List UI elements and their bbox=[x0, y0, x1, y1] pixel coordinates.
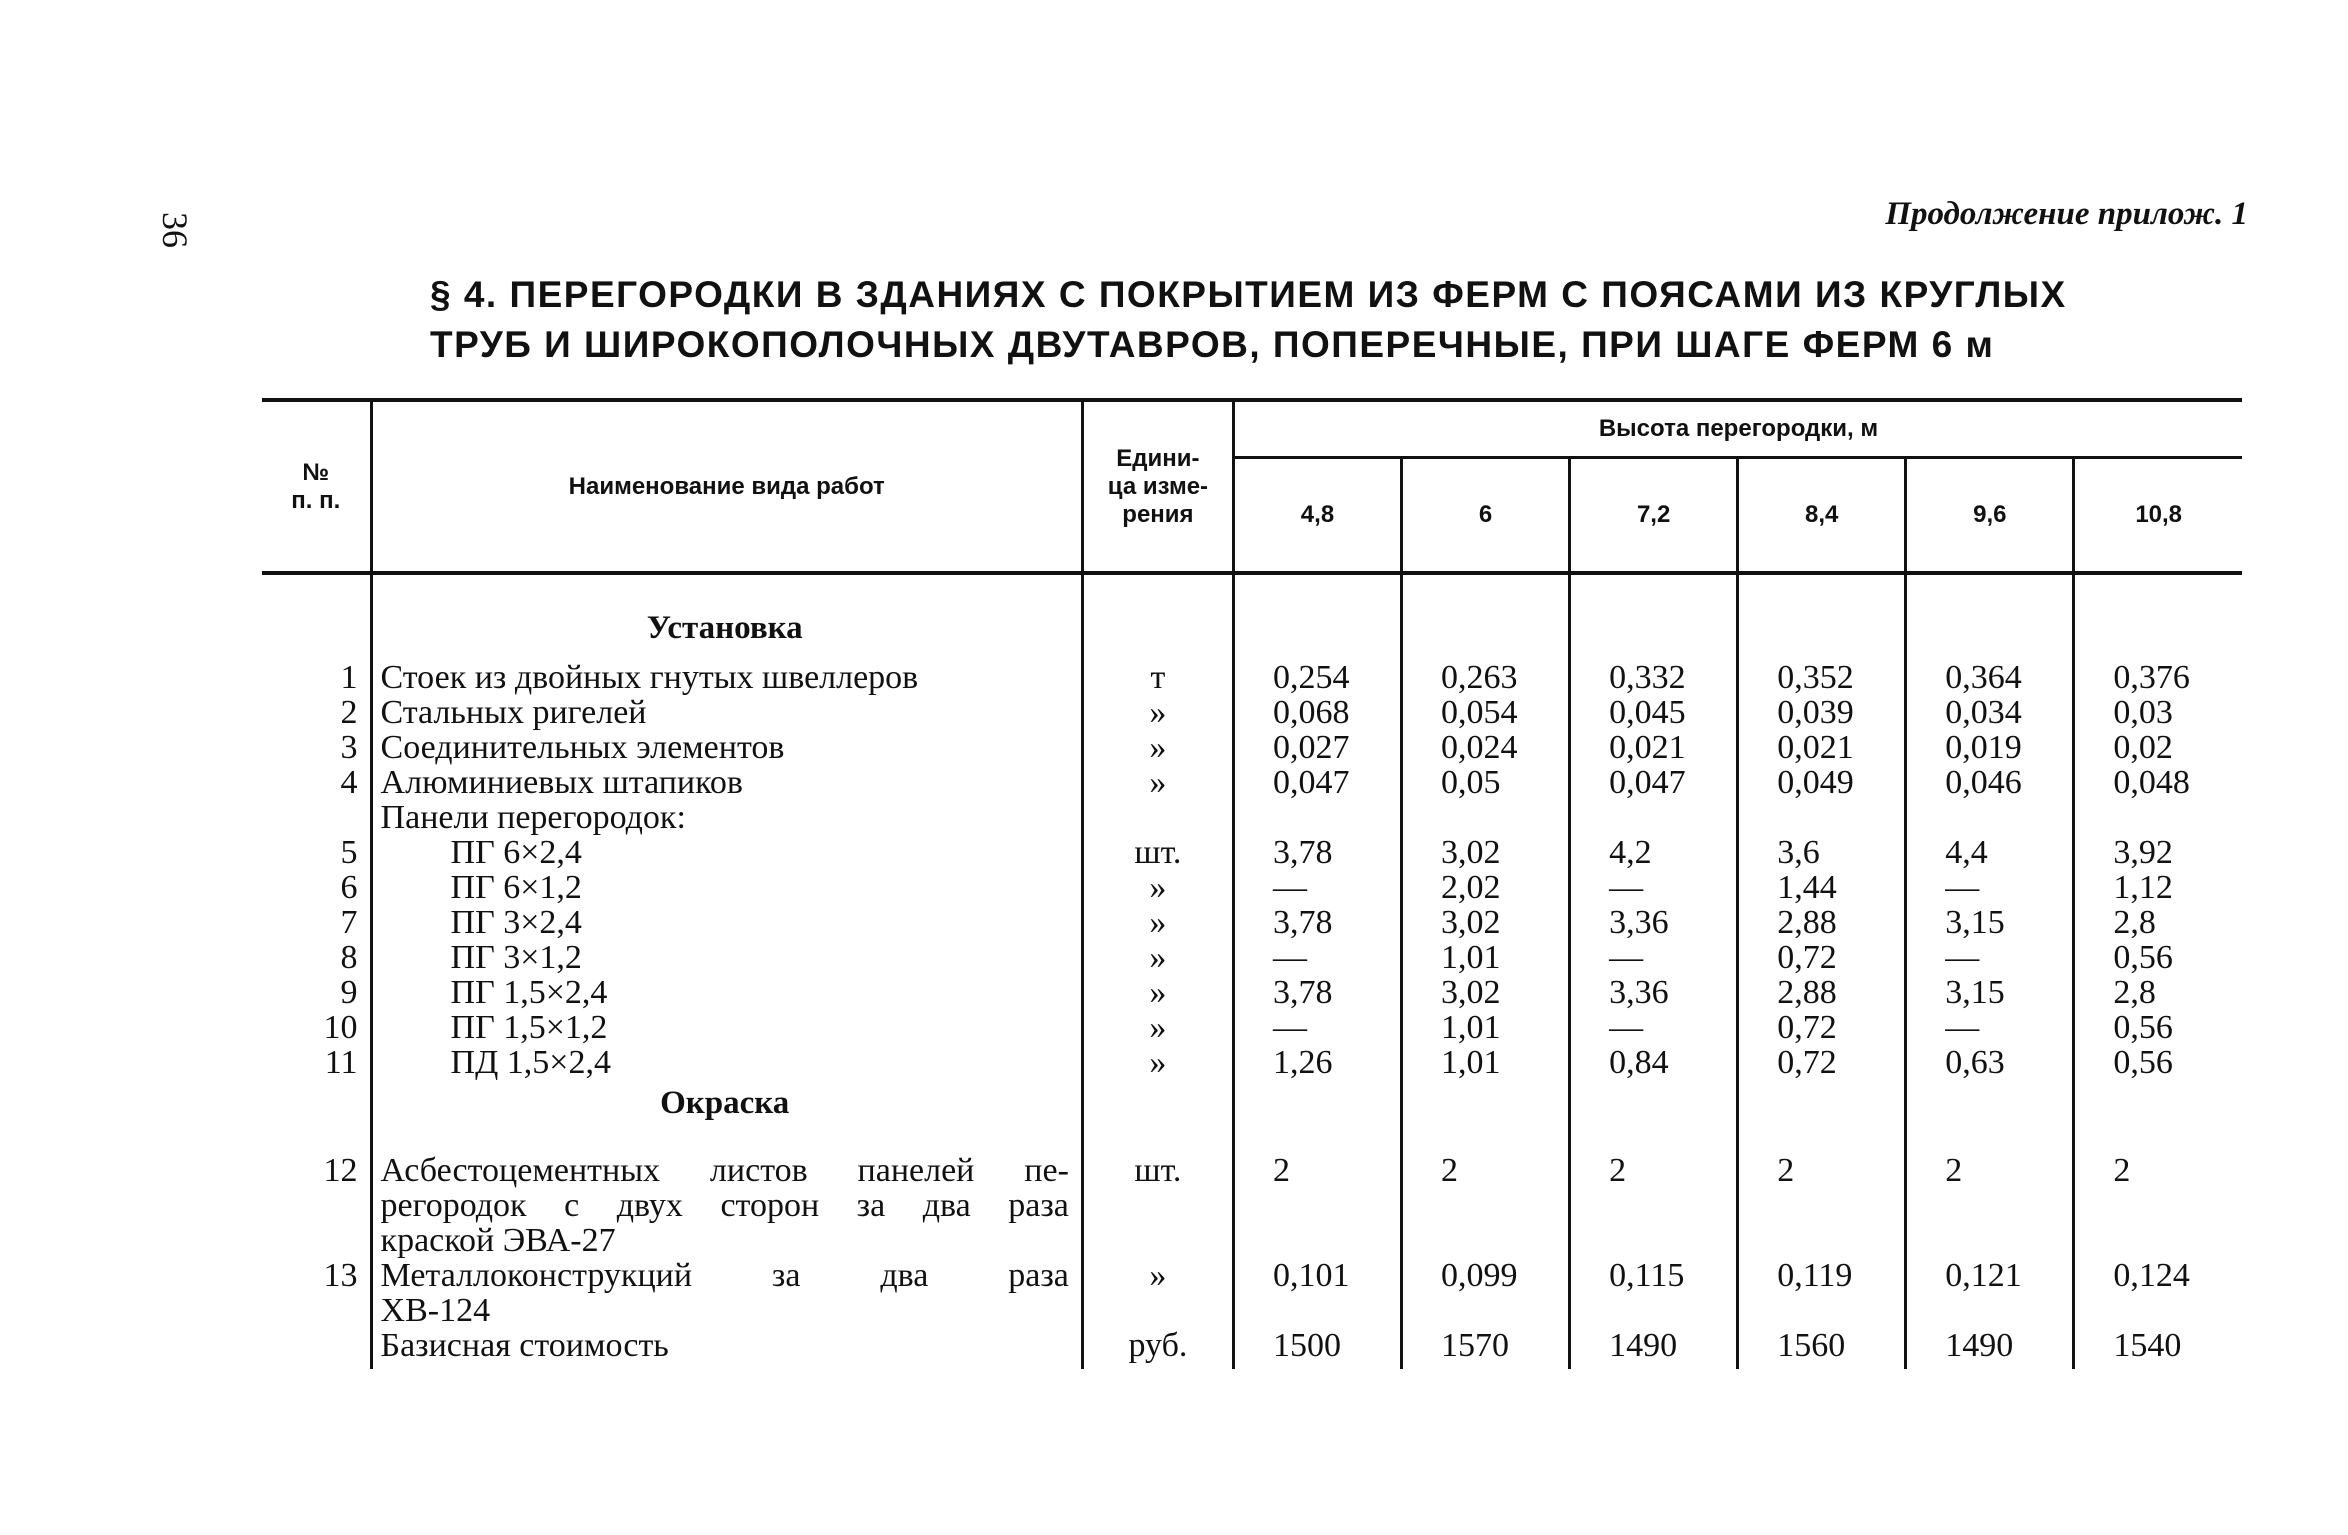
work-name: Соединительных элементов bbox=[371, 730, 1082, 765]
value-cell: 3,36 bbox=[1570, 975, 1738, 1010]
row-number: 4 bbox=[340, 764, 358, 801]
col-header-num-line-1: № bbox=[302, 458, 330, 486]
value-cell: — bbox=[1906, 1010, 2074, 1045]
panels-label: Панели перегородок: bbox=[371, 800, 1082, 835]
section-row-paint bbox=[262, 1080, 2242, 1135]
value-cell: 2,8 bbox=[2074, 905, 2242, 940]
table-row bbox=[262, 905, 2242, 940]
value-cell: 0,56 bbox=[2074, 1010, 2242, 1045]
table-row bbox=[262, 765, 2242, 800]
col-group-height-label: Высота перегородки, м bbox=[1598, 415, 1879, 442]
value-cell: 0,047 bbox=[1233, 765, 1401, 800]
value-cell: 2 bbox=[1906, 1135, 2074, 1258]
value-cell: 0,049 bbox=[1738, 765, 1906, 800]
value-cell: 0,03 bbox=[2074, 695, 2242, 730]
unit-cell: » bbox=[1082, 940, 1233, 975]
value-cell: 1560 bbox=[1738, 1328, 1906, 1369]
value-cell: — bbox=[1570, 940, 1738, 975]
row-number: 9 bbox=[340, 974, 358, 1011]
table-row bbox=[262, 800, 2242, 835]
value-cell: — bbox=[1233, 940, 1401, 975]
col-header-unit-line-3: рения bbox=[1122, 500, 1194, 528]
col-header-height: 10,8 bbox=[2074, 458, 2242, 574]
unit-cell: » bbox=[1082, 1010, 1233, 1045]
title-line-2: ТРУБ И ШИРОКОПОЛОЧНЫХ ДВУТАВРОВ, ПОПЕРЕЧНЫЕ, ПРИ ШАГЕ ФЕРМ 6 м bbox=[430, 324, 1995, 365]
work-name-line: краской ЭВА-27 bbox=[380, 1222, 616, 1259]
value-cell: 0,019 bbox=[1906, 730, 2074, 765]
value-cell: 0,115 bbox=[1570, 1258, 1738, 1328]
value-cell: 0,099 bbox=[1402, 1258, 1570, 1328]
title-line-1: § 4. ПЕРЕГОРОДКИ В ЗДАНИЯХ С ПОКРЫТИЕМ ИЗ ФЕРМ С ПОЯСАМИ ИЗ КРУГЛЫХ bbox=[430, 274, 2067, 315]
col-header-unit-line-1: Едини- bbox=[1116, 444, 1200, 472]
value-cell: 0,376 bbox=[2074, 660, 2242, 695]
value-cell: 0,048 bbox=[2074, 765, 2242, 800]
row-number: 2 bbox=[340, 694, 358, 731]
row-number: 3 bbox=[340, 729, 358, 766]
value-cell: 0,72 bbox=[1738, 940, 1906, 975]
value-cell: 2 bbox=[1402, 1135, 1570, 1258]
table-header bbox=[262, 400, 2242, 573]
unit-cell: » bbox=[1082, 975, 1233, 1010]
table-row bbox=[262, 1010, 2242, 1045]
unit-cell: » bbox=[1082, 905, 1233, 940]
col-header-name bbox=[371, 400, 1082, 573]
value-cell: 0,046 bbox=[1906, 765, 2074, 800]
value-cell: 3,78 bbox=[1233, 835, 1401, 870]
value-cell: 0,021 bbox=[1738, 730, 1906, 765]
value-cell: 0,352 bbox=[1738, 660, 1906, 695]
unit-cell: » bbox=[1082, 765, 1233, 800]
work-name-line: Асбестоцементных листов панелей пе- bbox=[380, 1152, 1069, 1189]
value-cell: 0,121 bbox=[1906, 1258, 2074, 1328]
value-cell: — bbox=[1570, 1010, 1738, 1045]
value-cell: — bbox=[1906, 870, 2074, 905]
work-name-line: ХВ-124 bbox=[380, 1292, 491, 1329]
section-row-install bbox=[262, 605, 2242, 660]
value-cell: 4,2 bbox=[1570, 835, 1738, 870]
unit-cell: » bbox=[1082, 695, 1233, 730]
section-heading: Установка bbox=[371, 605, 1082, 660]
value-cell: 1,01 bbox=[1402, 1010, 1570, 1045]
table-row bbox=[262, 870, 2242, 905]
unit-cell: т bbox=[1082, 660, 1233, 695]
section-heading: Окраска bbox=[371, 1080, 1082, 1135]
value-cell: — bbox=[1233, 870, 1401, 905]
value-cell: 1,44 bbox=[1738, 870, 1906, 905]
col-header-height: 4,8 bbox=[1233, 458, 1401, 574]
table-row bbox=[262, 660, 2242, 695]
work-name: Базисная стоимость bbox=[371, 1328, 1082, 1369]
value-cell: 0,047 bbox=[1570, 765, 1738, 800]
value-cell: 3,02 bbox=[1402, 975, 1570, 1010]
value-cell: 0,364 bbox=[1906, 660, 2074, 695]
row-number: 11 bbox=[324, 1044, 358, 1081]
unit-cell: » bbox=[1082, 730, 1233, 765]
value-cell: 0,068 bbox=[1233, 695, 1401, 730]
row-number: 10 bbox=[323, 1009, 358, 1046]
value-cell: 3,92 bbox=[2074, 835, 2242, 870]
value-cell: 3,15 bbox=[1906, 905, 2074, 940]
page-number: 36 bbox=[155, 212, 195, 248]
value-cell: 2,88 bbox=[1738, 975, 1906, 1010]
table-row-cost bbox=[262, 1328, 2242, 1369]
value-cell: 1,26 bbox=[1233, 1045, 1401, 1080]
continuation-note: Продолжение прилож. 1 bbox=[1885, 196, 2248, 232]
value-cell: 3,36 bbox=[1570, 905, 1738, 940]
table-row bbox=[262, 940, 2242, 975]
work-name-line: регородок с двух сторон за два раза bbox=[380, 1187, 1069, 1224]
value-cell: 0,054 bbox=[1402, 695, 1570, 730]
work-name-line: Металлоконструкций за два раза bbox=[380, 1257, 1069, 1294]
row-number: 7 bbox=[340, 904, 358, 941]
value-cell: 0,56 bbox=[2074, 940, 2242, 975]
row-number: 13 bbox=[323, 1257, 358, 1294]
work-name: Стальных ригелей bbox=[371, 695, 1082, 730]
value-cell: 0,101 bbox=[1233, 1258, 1401, 1328]
col-header-height: 6 bbox=[1402, 458, 1570, 574]
value-cell: 2,02 bbox=[1402, 870, 1570, 905]
work-name: ПГ 3×2,4 bbox=[371, 905, 1082, 940]
row-number: 6 bbox=[340, 869, 358, 906]
value-cell: 3,15 bbox=[1906, 975, 2074, 1010]
row-number: 12 bbox=[323, 1152, 358, 1189]
unit-cell: руб. bbox=[1082, 1328, 1233, 1369]
unit-cell: » bbox=[1082, 870, 1233, 905]
value-cell: 3,78 bbox=[1233, 975, 1401, 1010]
work-name: ПГ 1,5×2,4 bbox=[371, 975, 1082, 1010]
value-cell: 0,56 bbox=[2074, 1045, 2242, 1080]
work-name: ПГ 6×1,2 bbox=[371, 870, 1082, 905]
value-cell: 2 bbox=[1738, 1135, 1906, 1258]
work-name bbox=[371, 1135, 1082, 1258]
col-header-height: 8,4 bbox=[1738, 458, 1906, 574]
table-body bbox=[262, 573, 2242, 1369]
value-cell: 1,12 bbox=[2074, 870, 2242, 905]
value-cell: 1,01 bbox=[1402, 1045, 1570, 1080]
value-cell: 3,6 bbox=[1738, 835, 1906, 870]
value-cell: 0,124 bbox=[2074, 1258, 2242, 1328]
value-cell: 0,84 bbox=[1570, 1045, 1738, 1080]
col-header-num bbox=[262, 400, 371, 573]
col-group-height bbox=[1233, 400, 2242, 458]
work-name: Стоек из двойных гнутых швеллеров bbox=[371, 660, 1082, 695]
work-name: ПГ 6×2,4 bbox=[371, 835, 1082, 870]
table-row bbox=[262, 730, 2242, 765]
value-cell: 3,02 bbox=[1402, 905, 1570, 940]
value-cell: 0,332 bbox=[1570, 660, 1738, 695]
value-cell: 0,021 bbox=[1570, 730, 1738, 765]
table-row bbox=[262, 975, 2242, 1010]
value-cell: 0,72 bbox=[1738, 1045, 1906, 1080]
value-cell: 1570 bbox=[1402, 1328, 1570, 1369]
value-cell: — bbox=[1570, 870, 1738, 905]
col-header-height: 9,6 bbox=[1906, 458, 2074, 574]
table-row bbox=[262, 1135, 2242, 1258]
value-cell: 0,119 bbox=[1738, 1258, 1906, 1328]
table-row bbox=[262, 1045, 2242, 1080]
norms-table bbox=[262, 398, 2242, 1369]
value-cell: 0,024 bbox=[1402, 730, 1570, 765]
section-title bbox=[430, 270, 2150, 370]
value-cell: 1540 bbox=[2074, 1328, 2242, 1369]
unit-cell: шт. bbox=[1082, 1135, 1233, 1258]
unit-cell: » bbox=[1082, 1258, 1233, 1328]
value-cell: — bbox=[1906, 940, 2074, 975]
row-number: 1 bbox=[340, 659, 358, 696]
col-header-height: 7,2 bbox=[1570, 458, 1738, 574]
value-cell: 2 bbox=[1570, 1135, 1738, 1258]
value-cell: 4,4 bbox=[1906, 835, 2074, 870]
value-cell: 0,254 bbox=[1233, 660, 1401, 695]
unit-cell: » bbox=[1082, 1045, 1233, 1080]
value-cell: 0,263 bbox=[1402, 660, 1570, 695]
col-header-name-label: Наименование вида работ bbox=[568, 472, 885, 500]
value-cell: 1490 bbox=[1570, 1328, 1738, 1369]
row-number: 8 bbox=[340, 939, 358, 976]
work-name bbox=[371, 1258, 1082, 1328]
value-cell: 0,034 bbox=[1906, 695, 2074, 730]
value-cell: 0,05 bbox=[1402, 765, 1570, 800]
col-header-num-line-2: п. п. bbox=[291, 486, 341, 514]
value-cell: 2 bbox=[1233, 1135, 1401, 1258]
value-cell: 1500 bbox=[1233, 1328, 1401, 1369]
value-cell: 0,027 bbox=[1233, 730, 1401, 765]
value-cell: 3,02 bbox=[1402, 835, 1570, 870]
table-row bbox=[262, 695, 2242, 730]
col-header-unit bbox=[1082, 400, 1233, 573]
row-number: 5 bbox=[340, 834, 358, 871]
value-cell: 0,02 bbox=[2074, 730, 2242, 765]
col-header-unit-line-2: ца изме- bbox=[1107, 472, 1209, 500]
value-cell: 0,045 bbox=[1570, 695, 1738, 730]
unit-cell: шт. bbox=[1082, 835, 1233, 870]
value-cell: 3,78 bbox=[1233, 905, 1401, 940]
value-cell: 1490 bbox=[1906, 1328, 2074, 1369]
work-name: ПГ 3×1,2 bbox=[371, 940, 1082, 975]
value-cell: 0,63 bbox=[1906, 1045, 2074, 1080]
value-cell: 2,8 bbox=[2074, 975, 2242, 1010]
value-cell: 2 bbox=[2074, 1135, 2242, 1258]
work-name: ПГ 1,5×1,2 bbox=[371, 1010, 1082, 1045]
work-name: ПД 1,5×2,4 bbox=[371, 1045, 1082, 1080]
work-name: Алюминиевых штапиков bbox=[371, 765, 1082, 800]
value-cell: 0,72 bbox=[1738, 1010, 1906, 1045]
value-cell: — bbox=[1233, 1010, 1401, 1045]
table-row bbox=[262, 835, 2242, 870]
value-cell: 0,039 bbox=[1738, 695, 1906, 730]
table-row bbox=[262, 1258, 2242, 1328]
value-cell: 1,01 bbox=[1402, 940, 1570, 975]
value-cell: 2,88 bbox=[1738, 905, 1906, 940]
